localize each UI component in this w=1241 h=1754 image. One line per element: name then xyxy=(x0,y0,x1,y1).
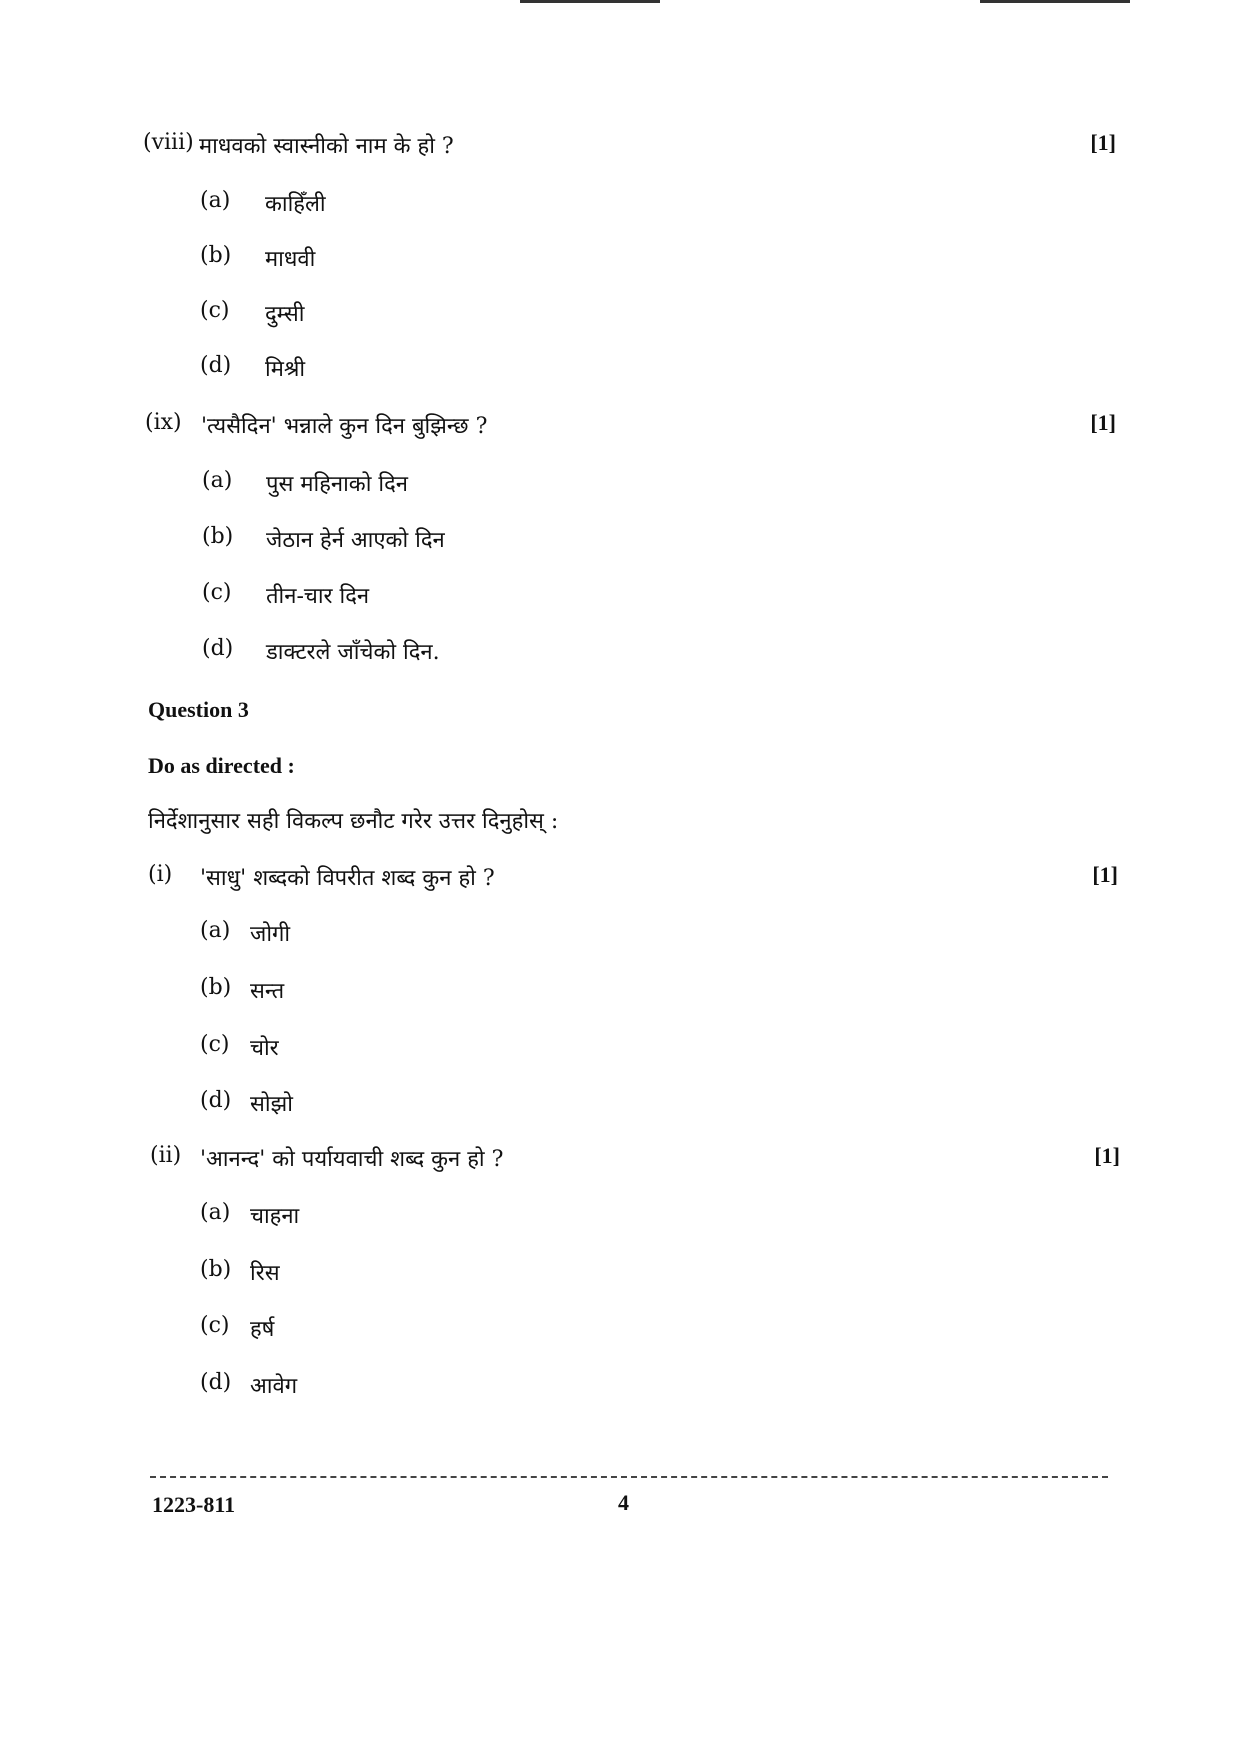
question-ix xyxy=(145,410,1116,440)
option-text: तीन-चार दिन xyxy=(266,584,370,609)
option-label: (a) xyxy=(202,468,233,493)
option-label: (d) xyxy=(202,636,234,661)
scan-edge-mark xyxy=(980,0,1130,3)
option-text: दुम्सी xyxy=(265,302,305,327)
option-label: (c) xyxy=(202,580,232,605)
option-text: काहिँली xyxy=(265,192,326,217)
option-text: मिश्री xyxy=(265,357,306,382)
option-label: (d) xyxy=(200,1370,232,1395)
option-label: (d) xyxy=(200,1088,232,1113)
section-instruction: निर्देशानुसार सही विकल्प छनौट गरेर उत्तर दिनुहोस् : xyxy=(148,809,559,834)
page-number: 4 xyxy=(618,1490,629,1515)
option-label: (b) xyxy=(200,243,232,268)
paper-code: 1223-811 xyxy=(152,1492,236,1517)
option-text: जोगी xyxy=(250,922,291,947)
question-ii xyxy=(150,1143,1120,1173)
option-label: (b) xyxy=(200,975,232,1000)
option-text: पुस महिनाको दिन xyxy=(266,472,408,497)
marks-label: [1] xyxy=(1090,410,1116,435)
option-label: (c) xyxy=(200,1313,230,1338)
question-number: (i) xyxy=(148,862,173,887)
question-number: (ix) xyxy=(145,410,182,435)
option-text: आवेग xyxy=(250,1374,298,1399)
marks-label: [1] xyxy=(1092,862,1118,887)
marks-label: [1] xyxy=(1090,130,1116,155)
question-text: 'त्यसैदिन' भन्नाले कुन दिन बुझिन्छ ? xyxy=(201,414,488,439)
option-label: (a) xyxy=(200,1200,231,1225)
option-text: सोझो xyxy=(250,1092,293,1117)
option-label: (b) xyxy=(200,1257,232,1282)
question-i xyxy=(148,862,1118,892)
section-title: Question 3 xyxy=(148,697,249,722)
option-text: डाक्टरले जाँचेको दिन. xyxy=(266,640,440,665)
option-label: (a) xyxy=(200,918,231,943)
question-text: 'साधु' शब्दको विपरीत शब्द कुन हो ? xyxy=(200,866,495,891)
footer-divider xyxy=(150,1476,1108,1478)
option-text: सन्त xyxy=(250,979,285,1004)
option-text: हर्ष xyxy=(250,1317,275,1342)
option-label: (c) xyxy=(200,298,230,323)
option-label: (a) xyxy=(200,188,231,213)
option-text: रिस xyxy=(250,1261,280,1286)
question-viii xyxy=(143,130,1116,160)
question-number: (ii) xyxy=(150,1143,182,1168)
option-text: चाहना xyxy=(250,1204,300,1229)
option-label: (d) xyxy=(200,353,232,378)
option-label: (c) xyxy=(200,1032,230,1057)
question-text: माधवको स्वास्नीको नाम के हो ? xyxy=(199,134,454,159)
question-text: 'आनन्द' को पर्यायवाची शब्द कुन हो ? xyxy=(200,1147,504,1172)
option-text: चोर xyxy=(250,1036,279,1061)
question-number: (viii) xyxy=(143,130,194,155)
marks-label: [1] xyxy=(1094,1143,1120,1168)
option-text: जेठान हेर्न आएको दिन xyxy=(266,528,445,553)
section-directive: Do as directed : xyxy=(148,753,295,778)
option-label: (b) xyxy=(202,524,234,549)
scan-edge-mark xyxy=(520,0,660,3)
option-text: माधवी xyxy=(265,247,316,272)
